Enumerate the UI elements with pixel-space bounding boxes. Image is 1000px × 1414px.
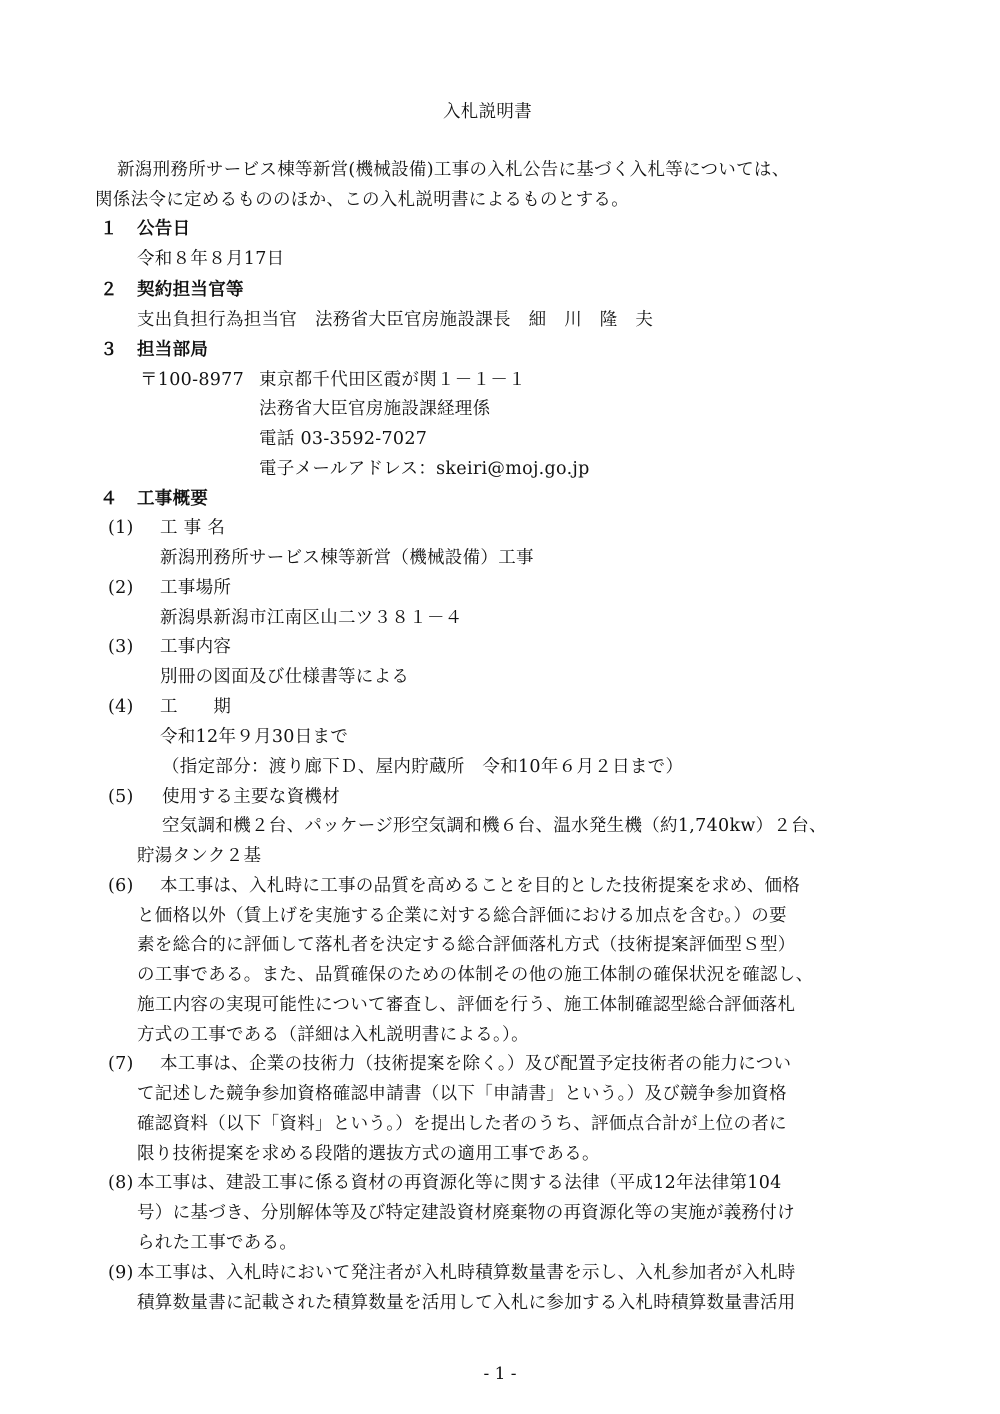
section-4-heading: 工事概要	[137, 489, 209, 509]
construction-name: 新潟刑務所サービス棟等新営（機械設備）工事	[160, 548, 534, 568]
item-7-line: 確認資料（以下「資料」という。）を提出した者のうち、評価点合計が上位の者に	[137, 1114, 787, 1134]
contract-officer: 支出負担行為担当官 法務省大臣官房施設課長 細 川 隆 夫	[137, 310, 654, 330]
document-title: 入札説明書	[443, 102, 532, 122]
section-3-heading: 担当部局	[137, 340, 209, 360]
item-6-number: (6)	[108, 876, 134, 896]
section-2-number: ２	[100, 280, 118, 300]
phone-number: 電話 03-3592-7027	[259, 429, 428, 449]
item-7-line: 本工事は、企業の技術力（技術提案を除く。）及び配置予定技術者の能力につい	[160, 1054, 792, 1074]
item-6-line: と価格以外（賃上げを実施する企業に対する総合評価における加点を含む。）の要	[137, 906, 787, 926]
item-1-number: (1)	[108, 518, 134, 538]
item-6-line: 素を総合的に評価して落札者を決定する総合評価落札方式（技術提案評価型Ｓ型）	[137, 935, 796, 955]
item-7-line: 限り技術提案を求める段階的選抜方式の適用工事である。	[137, 1144, 600, 1164]
item-3-number: (3)	[108, 637, 134, 657]
item-6-line: 施工内容の実現可能性について審査し、評価を行う、施工体制確認型総合評価落札	[137, 995, 796, 1015]
section-3-number: ３	[100, 340, 118, 360]
page-number: - 1 -	[483, 1364, 517, 1384]
item-2-number: (2)	[108, 578, 134, 598]
item-1-label: 工 事 名	[160, 518, 226, 538]
item-4-label: 工 期	[160, 697, 232, 717]
intro-line-1: 新潟刑務所サービス棟等新営(機械設備)工事の入札公告に基づく入札等については、	[117, 160, 790, 180]
intro-line-2: 関係法令に定めるもののほか、この入札説明書によるものとする。	[95, 190, 629, 210]
announcement-date: 令和８年８月17日	[137, 249, 285, 269]
construction-content: 別冊の図面及び仕様書等による	[160, 667, 410, 687]
item-2-label: 工事場所	[160, 578, 232, 598]
item-8-line: 本工事は、建設工事に係る資材の再資源化等に関する法律（平成12年法律第104	[137, 1173, 782, 1193]
designated-portion: （指定部分：渡り廊下Ｄ、屋内貯蔵所 令和10年６月２日まで）	[162, 757, 684, 777]
item-7-line: て記述した競争参加資格確認申請書（以下「申請書」という。）及び競争参加資格	[137, 1084, 787, 1104]
item-5-number: (5)	[108, 787, 134, 807]
item-8-number: (8)	[108, 1173, 134, 1193]
item-6-line: 方式の工事である（詳細は入札説明書による。）。	[137, 1025, 529, 1045]
item-5-label: 使用する主要な資機材	[162, 787, 340, 807]
item-4-number: (4)	[108, 697, 134, 717]
item-9-number: (9)	[108, 1263, 134, 1283]
section-1-heading: 公告日	[137, 219, 191, 239]
item-8-line: られた工事である。	[137, 1233, 298, 1253]
item-9-line: 積算数量書に記載された積算数量を活用して入札に参加する入札時積算数量書活用	[137, 1293, 796, 1313]
item-7-number: (7)	[108, 1054, 134, 1074]
item-8-line: 号）に基づき、分別解体等及び特定建設資材廃棄物の再資源化等の実施が義務付け	[137, 1203, 795, 1223]
section-4-number: ４	[100, 489, 118, 509]
postal-code: 〒100-8977	[140, 370, 245, 390]
item-3-label: 工事内容	[160, 637, 232, 657]
section-2-heading: 契約担当官等	[137, 280, 244, 300]
section-1-number: １	[100, 219, 118, 239]
construction-period: 令和12年９月30日まで	[160, 727, 349, 747]
item-9-line: 本工事は、入札時において発注者が入札時積算数量書を示し、入札参加者が入札時	[137, 1263, 796, 1283]
item-6-line: 本工事は、入札時に工事の品質を高めることを目的とした技術提案を求め、価格	[160, 876, 801, 896]
construction-location: 新潟県新潟市江南区山二ツ３８１－４	[160, 608, 463, 628]
main-equipment-line-1: 空気調和機２台、パッケージ形空気調和機６台、温水発生機（約1,740kw）２台、	[162, 816, 827, 836]
item-6-line: の工事である。また、品質確保のための体制その他の施工体制の確保状況を確認し、	[137, 965, 814, 985]
address: 東京都千代田区霞が関１－１－１	[259, 370, 526, 390]
main-equipment-line-2: 貯湯タンク２基	[137, 846, 262, 866]
email-address: 電子メールアドレス：skeiri@moj.go.jp	[259, 459, 590, 479]
department-name: 法務省大臣官房施設課経理係	[259, 399, 491, 419]
